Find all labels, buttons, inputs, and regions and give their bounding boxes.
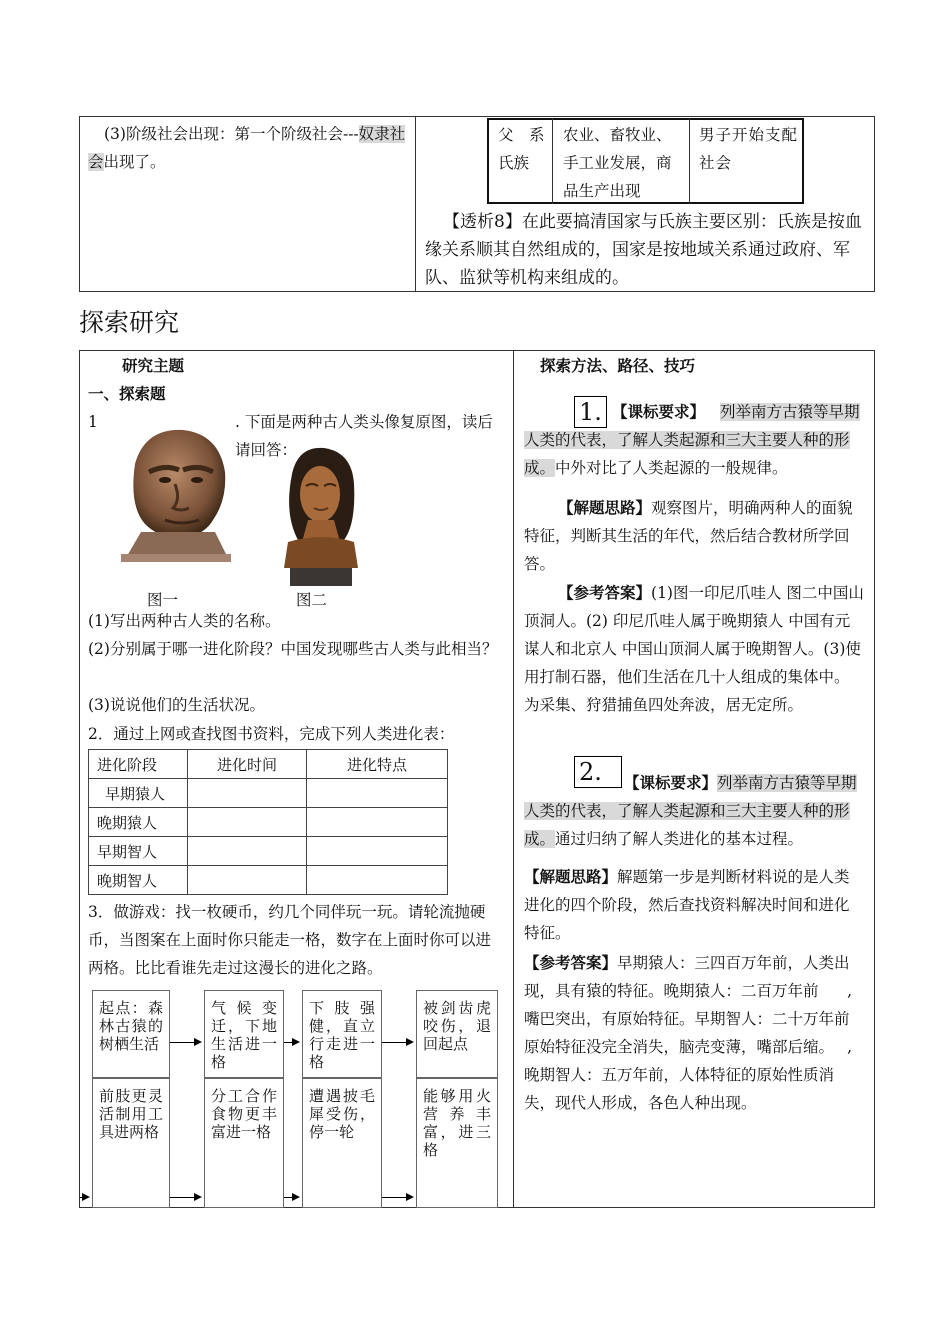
left-header: 研究主题 <box>122 356 185 375</box>
flow-box: 前肢更灵活制用工具进两格 <box>92 1078 170 1208</box>
table-row: 早期智人 <box>89 837 188 866</box>
skull-image-1 <box>115 424 235 566</box>
table-header: 进化阶段 <box>89 750 188 779</box>
q1-part2: (2)分别属于哪一进化阶段？中国发现哪些古人类与此相当？ <box>88 640 498 658</box>
table-row: 早期猿人 <box>89 779 188 808</box>
top-left-text: (3)阶级社会出现：第一个阶级社会---奴隶社会出现了。 <box>88 125 406 171</box>
flow-box: 遭遇披毛犀受伤，停一轮 <box>302 1078 382 1208</box>
flow-box: 被剑齿虎咬伤，退回起点 <box>416 990 498 1078</box>
table-header: 进化时间 <box>188 750 307 779</box>
idea-2: 【解题思路】解题第一步是判断材料说的是人类进化的四个阶段，然后查找资料解决时间和进化特征。 <box>524 867 850 942</box>
table-row: 晚期智人 <box>89 866 188 895</box>
req-1-block: 列举南方古猿等早期人类的代表，了解人类起源和三大主要人种的形成。中外对比了人类起源的一般规律。 <box>524 403 860 477</box>
explore-subtitle: 一、探索题 <box>88 384 166 403</box>
req-2-block: 【课标要求】列举南方古猿等早期人类的代表，了解人类起源和三大主要人种的形成。通过归纳了解人类进化的基本过程。 <box>524 773 857 848</box>
number-box-1: 1. <box>574 396 607 428</box>
arrow-icon <box>80 1197 88 1198</box>
q3-text: 3．做游戏：找一枚硬币，约几个同伴玩一玩。请轮流抛硬币，当图案在上面时你只能走一格，数字在上面时你可以进两格。比比看谁先走过这漫长的进化之路。 <box>88 903 492 977</box>
number-box-2: 2. <box>574 756 622 788</box>
arrow-icon <box>284 1042 298 1043</box>
flow-box: 气候变迁，下地生活进一格 <box>204 990 284 1078</box>
figure-label-2: 图二 <box>296 591 328 609</box>
flow-box: 下肢强健，直立行走进一格 <box>302 990 382 1078</box>
arrow-icon <box>170 1197 200 1198</box>
arrow-icon <box>170 1042 200 1043</box>
arrow-icon <box>284 1197 298 1198</box>
section-title: 探索研究 <box>79 308 180 337</box>
q1-part1: (1)写出两种古人类的名称。 <box>88 612 281 630</box>
inner-col1: 父 系氏族 <box>498 126 545 172</box>
q2-text: 2．通过上网或查找图书资料，完成下列人类进化表： <box>88 725 455 743</box>
flow-box: 起点：森林古猿的树栖生活 <box>92 990 170 1078</box>
answer-1: 【参考答案】(1)图一印尼爪哇人 图二中国山顶洞人。(2) 印尼爪哇人属于晚期猿人 中国有元谋人和北京人 中国山顶洞人属于晚期智人。(3)使用打制石器，他们生活在几十人组成的集体中。为采集、狩猎捕鱼四处奔波，居无定所。 <box>524 583 864 714</box>
idea-1: 【解题思路】观察图片，明确两种人的面貌特征，判断其生活的年代，然后结合教材所学回答。 <box>524 498 853 573</box>
evolution-table <box>88 749 448 895</box>
arrow-icon <box>382 1042 412 1043</box>
right-header: 探索方法、路径、技巧 <box>540 356 696 375</box>
inner-col3: 男子开始支配社会 <box>699 126 799 172</box>
table-header: 进化特点 <box>307 750 448 779</box>
q1-part3: (3)说说他们的生活状况。 <box>88 696 265 714</box>
req-1-line1: 【课标要求】 <box>612 402 706 421</box>
figure-label-1: 图一 <box>147 591 179 609</box>
q1-text: . 下面是两种古人类头像复原图，读后请回答： <box>235 413 493 459</box>
answer-2: 【参考答案】早期猿人：三四百万年前，人类出现，具有猿的特征。晚期猿人：二百万年前 , 嘴巴突出，有原始特征。早期智人：二十万年前 , 原始特征没完全消失，脑壳变薄，嘴部后缩。晚期智人：五万年前，人体特征的原始性质消失，现代人形成，各色人种出现。 <box>524 953 852 1112</box>
table-row: 晚期猿人 <box>89 808 188 837</box>
q1-number: 1 <box>88 413 98 431</box>
flow-box: 分工合作食物更丰富进一格 <box>204 1078 284 1208</box>
inner-col2: 农业、畜牧业、手工业发展，商品生产出现 <box>563 126 672 200</box>
arrow-icon <box>382 1197 412 1198</box>
note-8: 【透析8】在此要搞清国家与氏族主要区别：氏族是按血缘关系顺其自然组成的，国家是按地域关系通过政府、军队、监狱等机构来组成的。 <box>425 212 862 288</box>
flow-box: 能够用火营养丰富，进三格 <box>416 1078 498 1208</box>
skull-image-2 <box>278 444 360 588</box>
